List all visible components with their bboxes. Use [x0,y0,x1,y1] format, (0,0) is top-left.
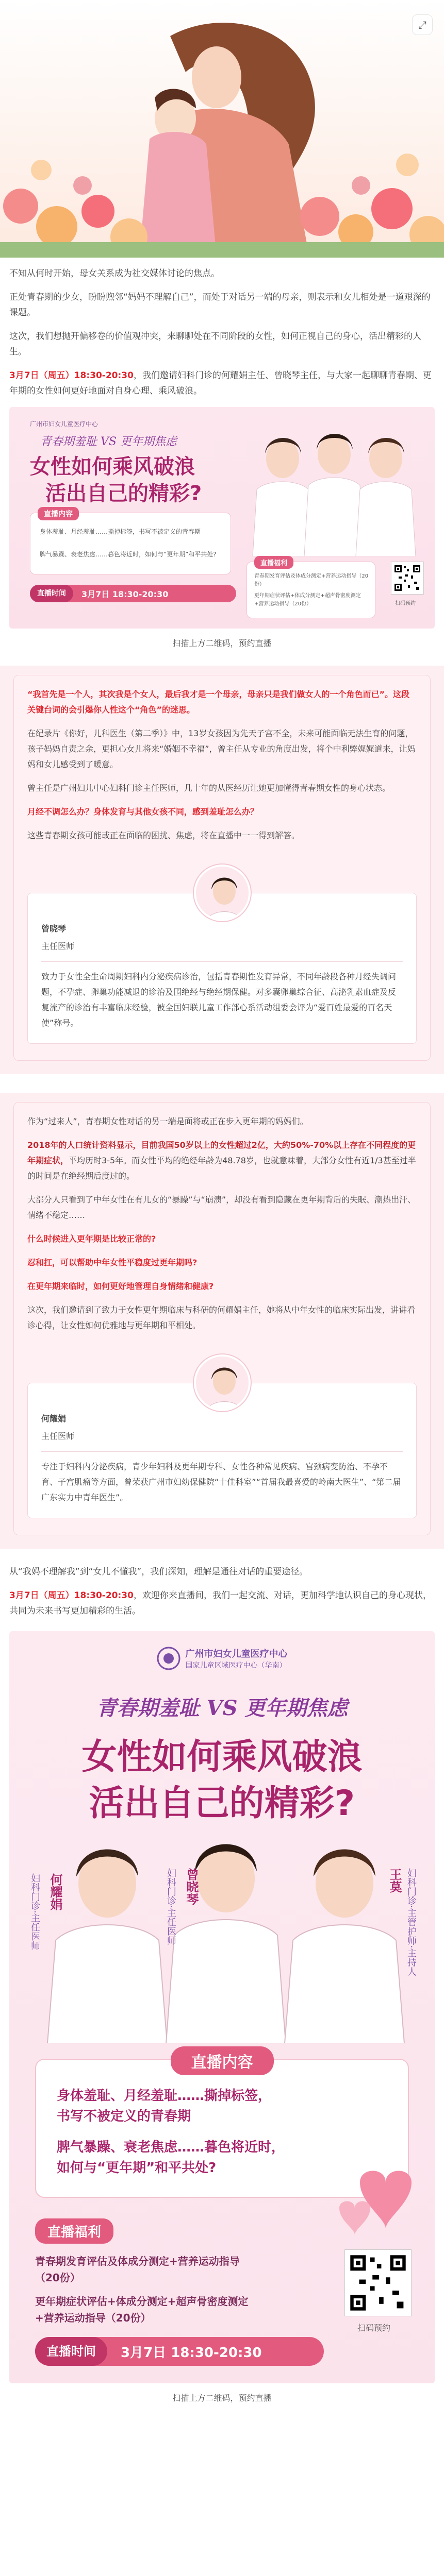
doctor-description: 致力于女性全生命周期妇科内分泌疾病诊治，包括青春期性发育异常，不同年龄段各种月经失调问题，不孕症、卵巢功能减退的诊治及围绝经与绝经期保健。对多囊卵巢综合征、高泌乳素血症及反复流产的诊治有丰富临床经验，被全国妇联儿童工作部心系活动组委会评为“爱百姓最爱的百名天使”称号。 [41,972,397,1028]
section2-paragraph-2-highlight: 2018年的人口统计资料显示，目前我国50岁以上的女性超过2亿，大约50%-70%以上存在不同程度的更年期症状， [27,1140,416,1165]
hero-illustration [0,0,444,258]
doctor-photo [196,867,251,921]
intro-paragraph-1: 不知从何时开始，母女关系成为社交媒体讨论的焦点。 [9,268,220,279]
poster2-title-1: 女性如何乘风破浪 [81,1737,363,1777]
section2-paragraph-1: 作为“过来人”，青春期女性对话的另一端是面将或正在步入更年期的妈妈们。 [27,1116,308,1126]
poster1-doctors [252,422,417,556]
poster1-qr-label: 扫码预约 [395,601,416,606]
section2-question-2: 忍和扛，可以帮助中年女性平稳度过更年期吗? [27,1258,198,1267]
section-1-wrapper [0,666,444,1074]
hospital-logo-icon [157,1647,180,1670]
zoom-icon[interactable]: ⤢ [412,14,433,35]
poster2-doctors-illustration [45,1827,406,2043]
poster1-content-1: 身体羞耻、月经羞耻……撕掉标签，书写不被定义的青春期 [40,528,201,535]
poster1-title-2: 活出自己的精彩? [45,482,202,505]
intro-paragraph-3: 这次，我们想抛开偏移卷的价值观冲突，来聊聊处在不同阶段的女性，如何正视自己的身心，活出精彩的人生。 [9,331,421,357]
doctor-title: 主任医师 [41,941,75,951]
poster1-content-2: 脾气暴躁、衰老焦虑……暮色将近时，如何与“更年期”和平共处? [40,551,217,558]
poster2-time-label: 直播时间 [35,2337,107,2366]
section1-quote: “我首先是一个人，其次我是个女人，最后我才是一个母亲，母亲只是我们做女人的一个角色而已”。这段关键台词的会引爆你人性这个“角色”的迷思。 [27,689,410,715]
poster2-qr-code[interactable] [344,2249,412,2316]
section-2-card [13,1102,431,1535]
poster2-slogan: 青春期羞耻 VS 更年期焦虑 [96,1696,348,1720]
qr-code-icon [393,564,421,592]
doctor-title: 主任医师 [41,1431,75,1441]
poster2-fuli-title: 直播福利 [35,2218,113,2244]
outro-date: 3月7日（周五）18:30-20:30 [9,1590,134,1601]
section1-paragraph-3: 曾主任是广州妇儿中心妇科门诊主任医师，几十年的从医经历让她更加懂得青春期女性的身心状态。 [27,783,391,793]
poster1-hospital: 广州市妇女儿童医疗中心 [30,420,98,428]
poster2-fuli-1b: （20份） [35,2272,80,2284]
doctor-name: 何耀娟 [41,1414,67,1423]
intro-paragraph-2: 正处青春期的少女，盼盼煦邻“妈妈不理解自己”，而处于对话另一端的母亲，则表示和女儿相处是一道艰深的课题。 [9,292,431,318]
doctor-photo [196,1357,251,1411]
poster2-content-title: 直播内容 [171,2046,274,2075]
poster2-hospital-1: 广州市妇女儿童医疗中心 [185,1649,288,1659]
poster2-content-1b: 书写不被定义的青春期 [57,2109,191,2124]
poster1-time-label: 直播时间 [30,585,73,602]
poster2-content-1a: 身体羞耻、月经羞耻……撕掉标签， [57,2088,272,2104]
poster2-doctor3-label: 妇科门诊·主管护师·主持人 [406,1868,417,1976]
avatar [194,1354,251,1411]
poster2-doctor3-name: 王莫 [387,1868,402,1893]
poster2-fuli-box [35,2218,324,2324]
poster2-content-2b: 如何与“更年期”和平共处? [57,2160,217,2176]
poster1-title-1: 女性如何乘风破浪 [30,455,195,479]
poster-2 [9,1631,435,2383]
avatar [194,865,251,921]
poster1-fuli-1: 青春期发育评估及体成分测定+营养运动指导（20份） [254,573,369,587]
poster1-content-box [30,510,231,574]
section2-paragraph-4: 这次，我们邀请到了致力于女性更年期临床与科研的何耀娟主任，她将从中年女性的临床实际出发，讲讲看诊心得，让女性如何优雅地与更年期和平相处。 [27,1305,416,1330]
poster2-content-2a: 脾气暴躁、衰老焦虑……暮色将近时， [57,2140,285,2155]
poster1-time-value: 3月7日 18:30-20:30 [81,589,169,599]
poster2-qr-label: 扫码预约 [357,2323,391,2333]
poster1-content-title: 直播内容 [38,507,79,520]
section2-paragraph-2 [27,1138,417,1184]
caption-1: 扫描上方二维码，预约直播 [172,638,272,648]
section-1-card [13,675,431,1061]
intro-paragraph-4 [0,368,444,399]
hearts-decoration-icon [329,2162,432,2244]
divider [41,961,403,962]
intro-date: 3月7日（周五）18:30-20:30 [9,370,134,381]
poster2-fuli-2b: +营养运动指导（20份） [35,2312,151,2324]
poster2-content-1 [57,2086,271,2127]
poster2-fuli-2 [35,2293,324,2326]
poster2-fuli-1 [35,2253,324,2286]
section2-paragraph-3: 大部分人只看到了中年女性在有儿女的“暴躁”与“崩溃”，却没有看到隐藏在更年期背后的失眠、潮热出汗、情绪不稳定…… [27,1195,416,1220]
doctor-profile-zeng [27,893,417,1044]
poster1-qr-code[interactable] [391,562,424,595]
section-2-wrapper [0,1093,444,1549]
poster-1 [9,407,435,629]
divider [41,1451,403,1452]
poster2-content-2 [57,2137,285,2178]
qr-code-icon [348,2253,408,2313]
section1-paragraph-4: 这些青春期女孩可能或正在面临的困扰、焦虑，将在直播中一一得到解答。 [27,831,300,840]
poster2-title-2: 活出自己的精彩? [89,1783,355,1824]
section2-question-3: 在更年期来临时，如何更好地管理自身情绪和健康? [27,1281,214,1291]
poster2-hospital-2: 国家儿童区域医疗中心（华南） [185,1662,287,1670]
section1-paragraph-2: 在纪录片《你好，儿科医生（第二季）》中，13岁女孩因为先天子宫不全，未来可能面临无法生育的问题，孩子妈妈自责之余，更担心女儿将来“婚姻不幸福”，曾主任从专业的角度出发，将个中利弊娓娓道来，让妈妈和女儿感受到了暖意。 [27,728,416,769]
doctor-profile-he [27,1383,417,1518]
poster2-doctor1-name: 何耀娟 [48,1873,62,1910]
outro-paragraph-1: 从“我妈不理解我”到“女儿不懂我”，我们深知，理解是通往对话的重要途径。 [9,1567,308,1577]
doctor-name: 曾晓琴 [41,924,67,934]
section2-paragraph-2-rest: 平均历时3-5年。而女性平均的绝经年龄为48.78岁，也就意味着，大部分女性有近1/3甚至过半的时间是在绝经期后度过的。 [27,1156,416,1181]
poster2-time-value: 3月7日 18:30-20:30 [121,2345,262,2361]
poster1-fuli-2: 更年期症状评估+体成分测定+超声骨密度测定+营养运动指导（20份） [254,593,361,607]
poster2-doctor2-name: 曾晓琴 [184,1868,199,1905]
mother-daughter-illustration [0,0,444,258]
poster1-time-bar [30,585,236,602]
poster1-fuli-box [246,562,375,618]
intro-rest: ，我们邀请妇科门诊的何耀娟主任、曾晓琴主任，与大家一起聊聊青春期、更年期的女性如何更好地面对自身心理、乘风破浪。 [9,370,432,396]
poster2-doctor1-label: 妇科门诊·主任医师 [29,1873,40,1951]
poster2-doctor2-label: 妇科门诊·主任医师 [166,1868,176,1945]
poster2-fuli-1a: 青春期发育评估及体成分测定+营养运动指导 [35,2255,240,2267]
poster2-fuli-2a: 更年期症状评估+体成分测定+超声骨密度测定 [35,2295,249,2308]
section2-question-1: 什么时候进入更年期是比较正常的? [27,1234,156,1244]
section1-question: 月经不调怎么办？身体发育与其他女孩不同，感到羞耻怎么办？ [27,807,259,817]
outro-paragraph-2 [0,1588,444,1619]
poster2-hospital-block [9,1647,435,1672]
doctor-description: 专注于妇科内分泌疾病，青少年妇科及更年期专科、女性各种常见疾病、宫颈病变防治、不孕不育、子宫肌瘤等方面，曾荣获广州市妇幼保健院“十佳科室”“首届我最喜爱的岭南大医生”、“第二届广东实力中青年医生”。 [41,1462,401,1502]
caption-2: 扫描上方二维码，预约直播 [172,2393,272,2403]
poster1-slogan: 青春期羞耻 VS 更年期焦虑 [40,435,177,448]
outro-rest: ，欢迎你来直播间，我们一起交流、对话，更加科学地认识自己的身心现状，共同为未来书写更加精彩的生活。 [9,1590,432,1616]
poster2-time-bar [35,2337,324,2366]
poster1-fuli-title: 直播福利 [254,556,293,569]
